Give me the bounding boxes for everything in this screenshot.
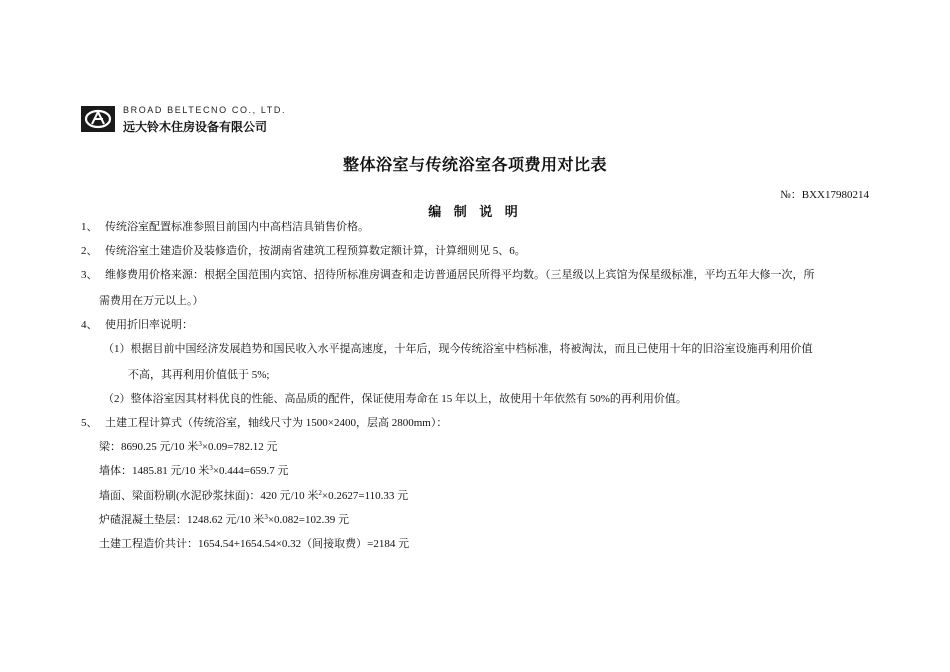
company-name-cn: 远大铃木住房设备有限公司 (123, 120, 268, 134)
item-number: 1、 (81, 221, 98, 233)
item-text: 土建工程计算式（传统浴室，轴线尺寸为 1500×2400，层高 2800mm）： (105, 417, 448, 429)
calc-line-plaster: 墙面、梁面粉刷(水泥砂浆抹面)：420 元/10 米$^2$×0.2627=110.33 元 (99, 489, 409, 502)
sub-item-text: （2）整体浴室因其材料优良的性能、高品质的配件，保证使用寿命在 15 年以上，故使用十年依然有 50%的再利用价值。 (103, 393, 687, 405)
document-number: №：BXX17980214 (780, 189, 869, 201)
sub-item-text-continued: 不高，其再利用价值低于 5%; (128, 369, 270, 381)
calc-line-wall: 墙体：1485.81 元/10 米$^3$×0.444=659.7 元 (99, 464, 289, 477)
item-text: 传统浴室土建造价及装修造价，按湖南省建筑工程预算数定额计算，计算细则见 5、6。 (105, 245, 526, 257)
item-number: 3、 (81, 269, 98, 281)
calc-line-beam: 梁：8690.25 元/10 米$^3$×0.09=782.12 元 (99, 440, 278, 453)
company-name-en: BROAD BELTECNO CO., LTD. (123, 105, 287, 115)
item-text: 维修费用价格来源：根据全国范围内宾馆、招待所标准房调查和走访普通居民所得平均数。（三星级以上宾馆为保星级标准，平均五年大修一次，所 (105, 269, 815, 281)
page-title: 整体浴室与传统浴室各项费用对比表 (342, 155, 607, 174)
section-heading: 编 制 说 明 (428, 205, 522, 220)
item-number: 2、 (81, 245, 98, 257)
item-text-continued: 需费用在万元以上。） (99, 295, 204, 307)
item-number: 4、 (81, 319, 98, 331)
item-number: 5、 (81, 417, 98, 429)
sub-item-text: （1）根据目前中国经济发展趋势和国民收入水平提高速度，十年后，现今传统浴室中档标准，将被淘汰，而且已使用十年的旧浴室设施再利用价值 (103, 343, 813, 355)
calc-line-cushion: 炉碴混凝土垫层：1248.62 元/10 米$^3$×0.082=102.39 元 (99, 513, 349, 526)
calc-line-total: 土建工程造价共计：1654.54+1654.54×0.32（间接取费）=2184 元 (99, 538, 410, 550)
broad-logo-icon (81, 106, 115, 132)
item-text: 传统浴室配置标准参照目前国内中高档洁具销售价格。 (105, 221, 369, 233)
item-text: 使用折旧率说明： (105, 319, 193, 331)
